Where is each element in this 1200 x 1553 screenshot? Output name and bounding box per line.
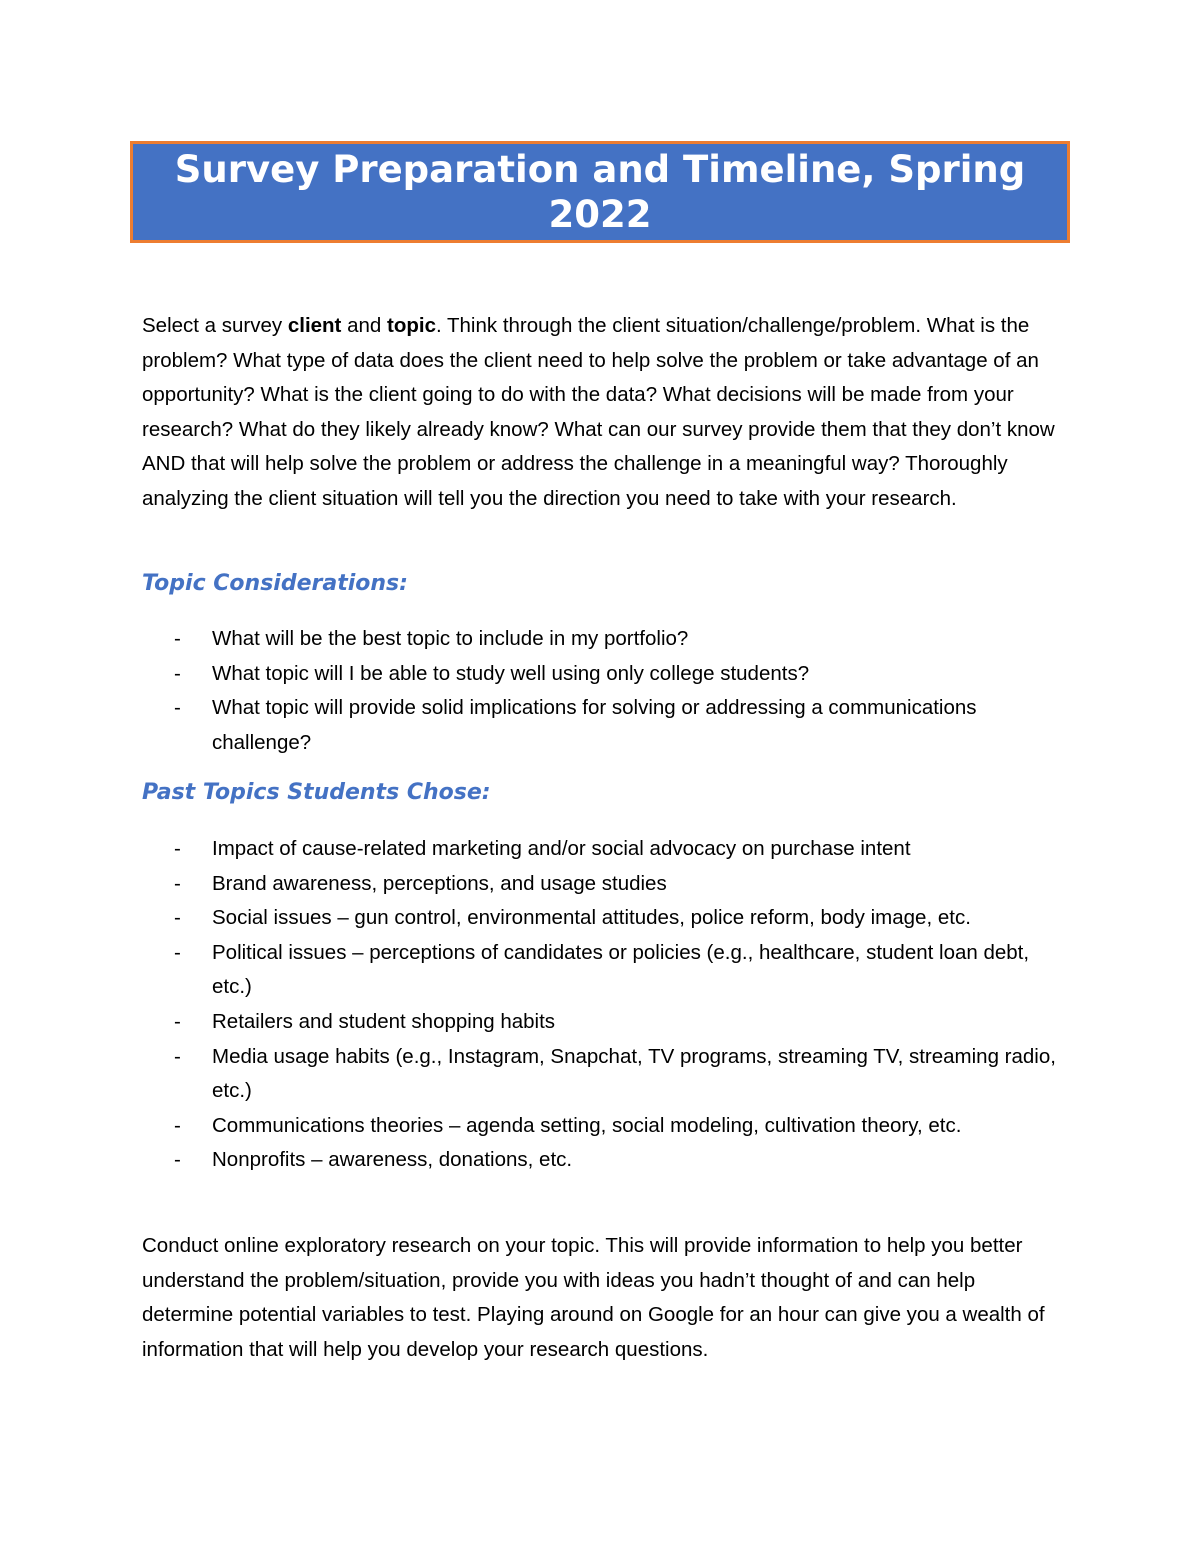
list-item bbox=[142, 1040, 1067, 1109]
bullet-dash: - bbox=[174, 696, 181, 720]
past-topics-list bbox=[142, 832, 1067, 1178]
list-item bbox=[142, 691, 1067, 760]
list-item-text: What topic will provide solid implications for solving or addressing a communications challenge? bbox=[212, 696, 977, 754]
bullet-dash: - bbox=[174, 940, 181, 964]
list-item-text: Impact of cause-related marketing and/or social advocacy on purchase intent bbox=[212, 837, 911, 860]
list-item-text: Social issues – gun control, environmental attitudes, police reform, body image, etc. bbox=[212, 906, 971, 930]
list-item-text: Communications theories – agenda setting, social modeling, cultivation theory, etc. bbox=[212, 1113, 962, 1137]
list-item-text: Brand awareness, perceptions, and usage studies bbox=[212, 871, 667, 895]
bullet-dash: - bbox=[174, 1044, 181, 1068]
outro-paragraph: Conduct online exploratory research on your topic. This will provide information to help you better understand the problem/situation, provide you with ideas you hadn’t thought of and can help determine potential variables to test. Playing around on Google for an hour can give you a wealth of information that will help you develop your research questions. bbox=[142, 1234, 1045, 1361]
title-banner bbox=[130, 141, 1070, 243]
list-item bbox=[142, 1143, 1067, 1178]
list-item bbox=[142, 832, 1067, 867]
bullet-dash: - bbox=[174, 871, 181, 895]
topic-considerations-heading: Topic Considerations: bbox=[142, 571, 408, 596]
list-item-text: Nonprofits – awareness, donations, etc. bbox=[212, 1148, 573, 1172]
past-topics-heading: Past Topics Students Chose: bbox=[142, 780, 491, 805]
intro-bold-topic: topic bbox=[387, 314, 436, 337]
intro-bold-client: client bbox=[287, 314, 342, 337]
list-item-text: Retailers and student shopping habits bbox=[212, 1009, 556, 1033]
intro-text-3: . Think through the client situation/challenge/problem. What is the problem? What type of data does the client need to help solve the problem or take advantage of an opportunity? What is the client going to do with the data? What decisions will be made from your research? What do they likely already know? What can our survey provide them that they don’t know AND that will help solve the problem or address the challenge in a meaningful way? Thoroughly analyzing the client situation will tell you the direction you need to take with your research. bbox=[142, 314, 1055, 510]
bullet-dash: - bbox=[174, 661, 181, 685]
list-item bbox=[142, 867, 1067, 902]
list-item-text: Media usage habits (e.g., Instagram, Snapchat, TV programs, streaming TV, streaming radio, etc.) bbox=[212, 1044, 1056, 1103]
bullet-dash: - bbox=[174, 1148, 181, 1172]
bullet-dash: - bbox=[174, 1009, 181, 1033]
topic-considerations-list bbox=[142, 622, 1067, 760]
list-item bbox=[142, 901, 1067, 936]
list-item-text: What topic will I be able to study well using only college students? bbox=[212, 661, 810, 685]
intro-text-1: Select a survey bbox=[142, 314, 288, 337]
bullet-dash: - bbox=[174, 906, 181, 930]
list-item bbox=[142, 622, 1067, 657]
list-item bbox=[142, 657, 1067, 692]
list-item bbox=[142, 1005, 1067, 1040]
list-item-text: Political issues – perceptions of candidates or policies (e.g., healthcare, student loan debt, etc.) bbox=[212, 940, 1030, 999]
list-item bbox=[142, 936, 1067, 1005]
bullet-dash: - bbox=[174, 1113, 181, 1137]
bullet-dash: - bbox=[174, 627, 181, 650]
intro-text-2: and bbox=[341, 314, 387, 337]
intro-paragraph bbox=[142, 309, 1067, 517]
bullet-dash: - bbox=[174, 837, 181, 860]
list-item-text: What will be the best topic to include in my portfolio? bbox=[212, 627, 689, 650]
document-title: Survey Preparation and Timeline, Spring 2022 bbox=[174, 148, 1026, 236]
list-item bbox=[142, 1109, 1067, 1144]
